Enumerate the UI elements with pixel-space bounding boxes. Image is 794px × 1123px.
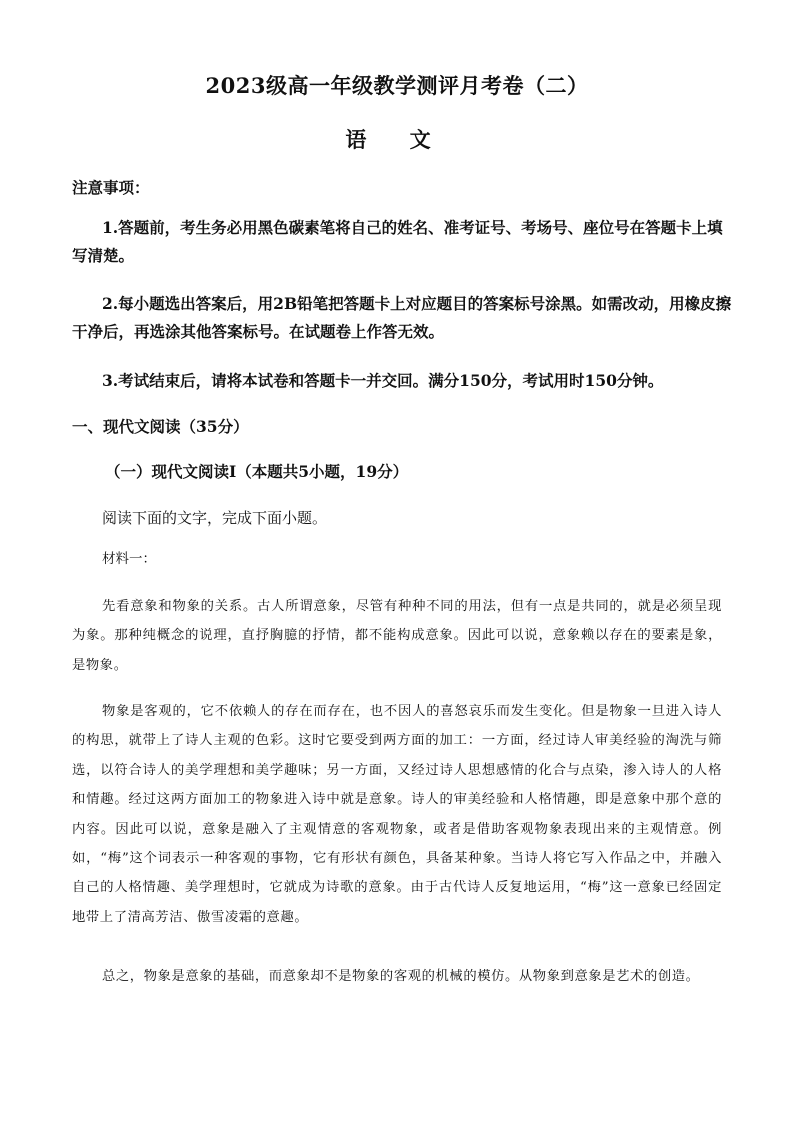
subsection-title: （一）现代文阅读Ⅰ（本题共5小题，19分） bbox=[105, 462, 409, 481]
notice-item-3: 3.考试结束后，请将本试卷和答题卡一并交回。满分150分，考试用时150分钟。 bbox=[102, 371, 664, 390]
material-label: 材料一： bbox=[102, 551, 156, 567]
notice-item-2: 2.每小题选出答案后，用2B铅笔把答题卡上对应题目的答案标号涂黑。如需改动，用橡皮擦干净后，再选涂其他答案标号。在试题卷上作答无效。 bbox=[72, 294, 732, 341]
passage-paragraph-2: 物象是客观的，它不依赖人的存在而存在，也不因人的喜怒哀乐而发生变化。但是物象一旦进入诗人的构思，就带上了诗人主观的色彩。这时它要受到两方面的加工：一方面，经过诗人审美经验的淘洗与筛选，以符合诗人的美学理想和美学趣味；另一方面，又经过诗人思想感情的化合与点染，渗入诗人的人格和情趣。经过这两方面加工的物象进入诗中就是意象。诗人的审美经验和人格情趣，即是意象中那个意的内容。因此可以说，意象是融入了主观情意的客观物象，或者是借助客观物象表现出来的主观情意。例如，“梅”这个词表示一种客观的事物，它有形状有颜色，具备某种象。当诗人将它写入作品之中，并融入自己的人格情趣、美学理想时，它就成为诗歌的意象。由于古代诗人反复地运用，“梅”这一意象已经固定地带上了清高芳洁、傲雪凌霜的意趣。 bbox=[72, 704, 722, 925]
notice-heading: 注意事项： bbox=[72, 178, 150, 197]
reading-instruction: 阅读下面的文字，完成下面小题。 bbox=[102, 509, 328, 527]
section-title: 一、现代文阅读（35分） bbox=[72, 417, 249, 436]
passage-paragraph-1: 先看意象和物象的关系。古人所谓意象，尽管有种种不同的用法，但有一点是共同的，就是必须呈现为象。那种纯概念的说理，直抒胸臆的抒情，都不能构成意象。因此可以说，意象赖以存在的要素是象，是物象。 bbox=[72, 599, 722, 673]
passage-paragraph-3: 总之，物象是意象的基础，而意象却不是物象的客观的机械的模仿。从物象到意象是艺术的创造。 bbox=[102, 969, 700, 984]
subject-heading: 语 文 bbox=[345, 127, 449, 152]
exam-title: 2023级高一年级教学测评月考卷（二） bbox=[205, 73, 589, 98]
notice-item-1: 1.答题前，考生务必用黑色碳素笔将自己的姓名、准考证号、考场号、座位号在答题卡上填写清楚。 bbox=[72, 218, 723, 265]
